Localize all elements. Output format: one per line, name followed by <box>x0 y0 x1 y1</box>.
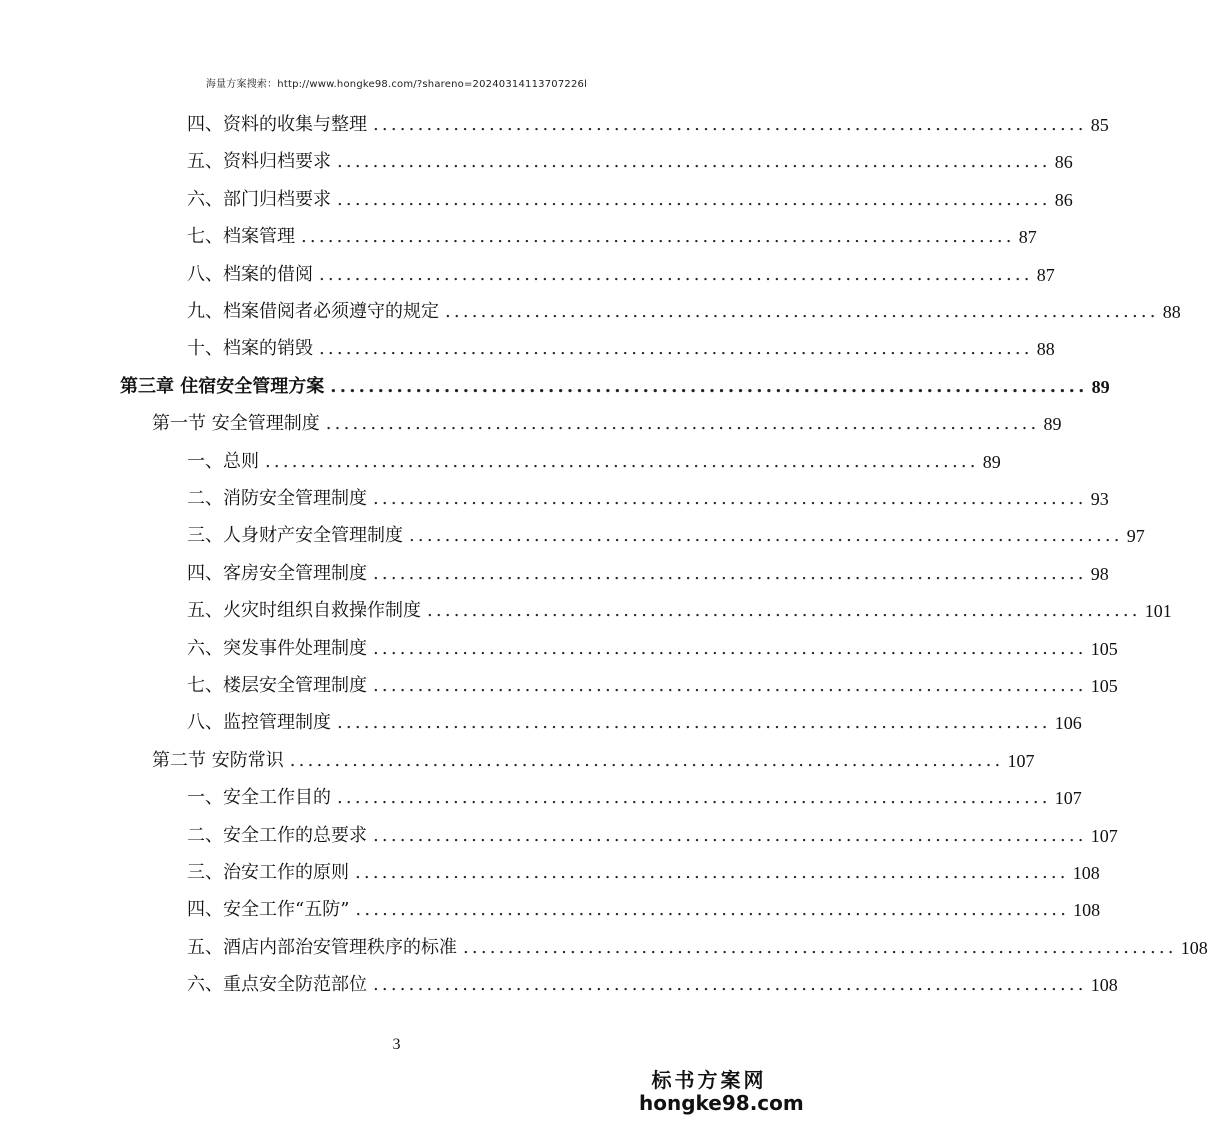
toc-entry-title: 八、监控管理制度 <box>187 712 331 734</box>
toc-dot-leader: ................................................................................ <box>409 525 1123 547</box>
toc-entry-page: 89 <box>982 451 1001 472</box>
toc-entry-item[interactable] <box>0 704 1082 734</box>
toc-entry-page: 87 <box>1018 227 1037 248</box>
watermark-en-text: hongke98.com <box>639 1091 804 1115</box>
toc-entry-page: 108 <box>1090 975 1118 996</box>
toc-dot-leader: ................................................................................ <box>355 862 1069 883</box>
toc-dot-leader: ................................................................................ <box>265 450 979 472</box>
toc-entry-title: 六、重点安全防范部位 <box>187 974 367 996</box>
toc-entry-item[interactable] <box>0 218 1037 248</box>
toc-dot-leader: ................................................................................ <box>373 562 1087 584</box>
toc-entry-title: 七、档案管理 <box>187 226 295 248</box>
toc-entry-item[interactable] <box>0 555 1109 585</box>
toc-entry-page: 98 <box>1090 563 1109 584</box>
toc-dot-leader: ................................................................................ <box>325 413 1040 435</box>
toc-dot-leader: ................................................................................ <box>337 787 1051 809</box>
toc-entry-page: 89 <box>1043 414 1062 435</box>
toc-entry-title: 六、突发事件处理制度 <box>187 637 367 659</box>
toc-entry-page: 106 <box>1054 713 1082 734</box>
toc-dot-leader: ................................................................................ <box>427 600 1141 622</box>
toc-dot-leader: ................................................................................ <box>373 974 1087 996</box>
toc-entry-item[interactable] <box>0 891 1101 921</box>
toc-entry-title: 一、总则 <box>187 450 259 472</box>
toc-dot-leader: ................................................................................ <box>289 749 1004 771</box>
toc-entry-section[interactable] <box>0 405 1062 435</box>
toc-dot-leader: ................................................................................ <box>373 637 1087 659</box>
toc-entry-item[interactable] <box>0 330 1055 360</box>
toc-dot-leader: ................................................................................ <box>319 263 1033 285</box>
toc-entry-page: 107 <box>1090 825 1118 846</box>
toc-entry-page: 89 <box>1091 376 1110 397</box>
watermark-logo <box>639 1068 804 1115</box>
toc-entry-title: 五、资料归档要求 <box>187 151 331 173</box>
toc-entry-title: 一、安全工作目的 <box>187 787 331 809</box>
toc-entry-item[interactable] <box>0 929 1208 959</box>
toc-entry-page: 101 <box>1144 601 1172 622</box>
toc-entry-item[interactable] <box>0 480 1109 510</box>
toc-entry-page: 86 <box>1054 152 1073 173</box>
toc-entry-title: 第一节 安全管理制度 <box>152 413 320 435</box>
toc-entry-title: 八、档案的借阅 <box>187 263 313 285</box>
toc-entry-title: 七、楼层安全管理制度 <box>187 675 367 696</box>
toc-entry-title: 九、档案借阅者必须遵守的规定 <box>187 301 439 322</box>
toc-entry-page: 107 <box>1007 750 1035 771</box>
toc-entry-item[interactable] <box>0 143 1073 173</box>
toc-dot-leader: ................................................................................ <box>373 675 1087 696</box>
toc-entry-item[interactable] <box>0 630 1118 660</box>
toc-entry-title: 五、酒店内部治安管理秩序的标准 <box>187 936 457 958</box>
toc-entry-item[interactable] <box>0 256 1055 286</box>
toc-entry-title: 四、安全工作“五防” <box>187 899 350 921</box>
toc-entry-title: 六、部门归档要求 <box>187 188 331 210</box>
toc-entry-title: 三、治安工作的原则 <box>187 862 349 883</box>
toc-entry-title: 四、资料的收集与整理 <box>187 114 367 135</box>
toc-dot-leader: ................................................................................ <box>319 338 1033 360</box>
toc-entry-chapter[interactable] <box>0 368 1110 398</box>
toc-dot-leader: ................................................................................ <box>330 375 1088 397</box>
toc-entry-item[interactable] <box>0 817 1118 847</box>
page-number: 3 <box>392 1036 401 1053</box>
toc-entry-page: 108 <box>1180 937 1208 958</box>
toc-entry-page: 105 <box>1090 676 1118 696</box>
toc-entry-page: 86 <box>1054 189 1073 210</box>
toc-entry-item[interactable] <box>0 966 1118 996</box>
toc-dot-leader: ................................................................................ <box>373 488 1087 509</box>
toc-entry-title: 四、客房安全管理制度 <box>187 562 367 584</box>
toc-entry-page: 108 <box>1073 900 1101 921</box>
toc-entry-item[interactable] <box>0 517 1145 547</box>
toc-dot-leader: ................................................................................ <box>337 188 1051 210</box>
toc-dot-leader: ................................................................................ <box>355 899 1070 921</box>
toc-dot-leader: ................................................................................ <box>445 301 1159 322</box>
toc-entry-page: 107 <box>1054 788 1082 809</box>
toc-entry-item[interactable] <box>0 667 1118 697</box>
toc-entry-page: 87 <box>1036 264 1055 285</box>
toc-entry-title: 二、消防安全管理制度 <box>187 488 367 509</box>
toc-entry-item[interactable] <box>0 443 1001 473</box>
toc-entry-page: 93 <box>1090 489 1109 509</box>
toc-entry-page: 97 <box>1126 526 1145 547</box>
toc-entry-item[interactable] <box>0 106 1109 136</box>
toc-dot-leader: ................................................................................ <box>373 114 1087 135</box>
watermark-cn-text: 标书方案网 <box>651 1068 767 1092</box>
toc-dot-leader: ................................................................................ <box>337 151 1051 173</box>
toc-entry-page: 85 <box>1090 115 1109 135</box>
toc-entry-item[interactable] <box>0 293 1181 323</box>
toc-entry-title: 五、火灾时组织自救操作制度 <box>187 600 421 622</box>
toc-entry-title: 三、人身财产安全管理制度 <box>187 525 403 547</box>
page-header-url: 海量方案搜索：http://www.hongke98.com/?shareno=20240314113707226l <box>205 79 588 90</box>
toc-entry-item[interactable] <box>0 181 1073 211</box>
toc-entry-item[interactable] <box>0 779 1082 809</box>
toc-entry-title: 第二节 安防常识 <box>152 749 284 771</box>
toc-entry-title: 第三章 住宿安全管理方案 <box>120 375 325 397</box>
toc-entry-page: 105 <box>1090 638 1118 659</box>
toc-dot-leader: ................................................................................ <box>463 936 1177 958</box>
toc-entry-page: 108 <box>1072 863 1100 883</box>
toc-entry-item[interactable] <box>0 592 1172 622</box>
toc-entry-title: 二、安全工作的总要求 <box>187 824 367 846</box>
toc-dot-leader: ................................................................................ <box>301 226 1015 248</box>
toc-dot-leader: ................................................................................ <box>337 712 1051 734</box>
toc-entry-page: 88 <box>1036 339 1055 360</box>
toc-entry-page: 88 <box>1162 302 1181 322</box>
toc-dot-leader: ................................................................................ <box>373 824 1087 846</box>
toc-entry-item[interactable] <box>0 854 1100 884</box>
toc-entry-section[interactable] <box>0 742 1035 772</box>
toc-entry-title: 十、档案的销毁 <box>187 338 313 360</box>
